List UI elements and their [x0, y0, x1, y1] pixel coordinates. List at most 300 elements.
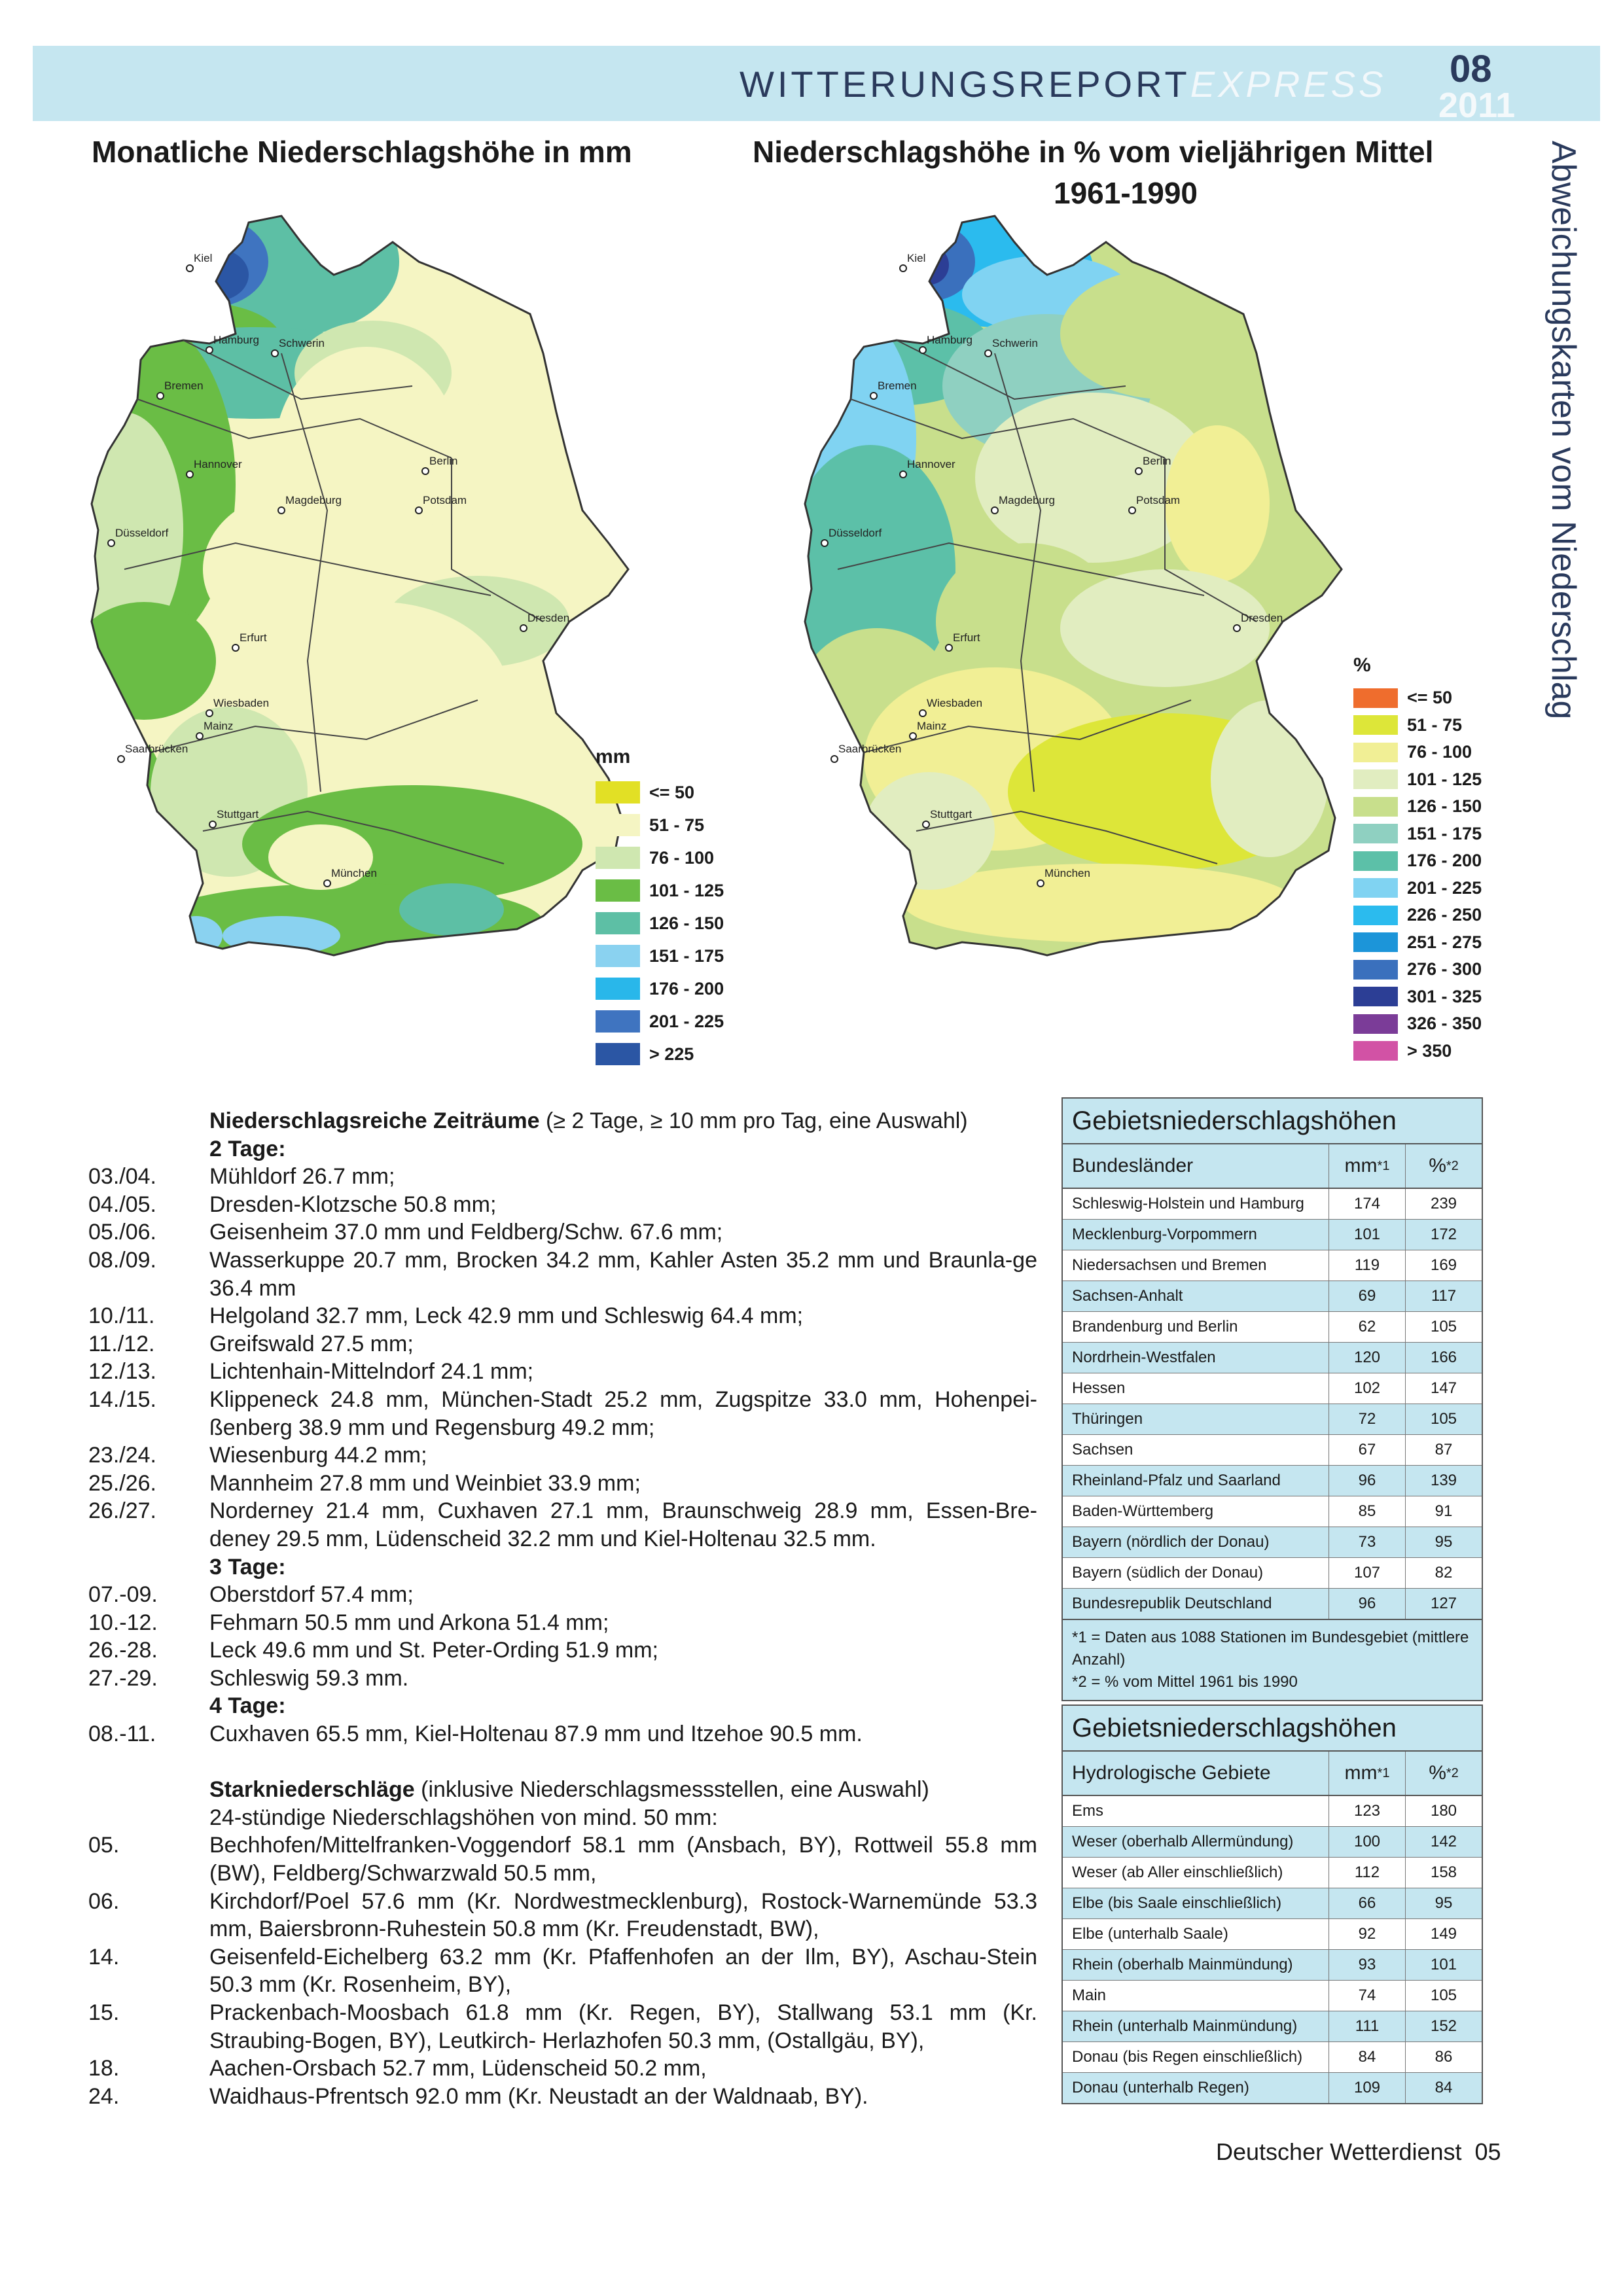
city-marker [278, 507, 285, 514]
precip-area [1165, 425, 1270, 582]
event-entry [88, 1943, 1037, 1999]
cell-percent: 127 [1430, 1595, 1457, 1612]
table-row [1063, 1404, 1482, 1435]
cell-mm: 119 [1329, 1250, 1406, 1280]
city-marker [985, 350, 991, 357]
city-marker [232, 645, 239, 651]
col-name: Bundesländer [1063, 1144, 1329, 1188]
city-marker [157, 393, 164, 399]
legend-label: 76 - 100 [649, 847, 715, 868]
city-marker [991, 507, 998, 514]
cell-name: Niedersachsen und Bremen [1063, 1250, 1329, 1280]
city-label: Dresden [1241, 612, 1283, 624]
cell-percent: 84 [1435, 2079, 1453, 2096]
event-date: 12./13. [88, 1359, 156, 1385]
cell-percent: 142 [1430, 1833, 1457, 1850]
legend-swatch [1353, 824, 1398, 843]
cell-percent: 149 [1430, 1925, 1457, 1943]
legend-swatch [1353, 932, 1398, 952]
cell-name: Baden-Württemberg [1063, 1496, 1329, 1527]
event-entry [88, 1720, 1037, 1748]
city-label: Bremen [878, 380, 917, 392]
table-footnotes [1063, 1619, 1482, 1700]
table-row [1063, 1558, 1482, 1589]
legend-swatch [596, 978, 640, 1000]
legend-label: > 350 [1407, 1040, 1452, 1061]
event-entry [88, 1831, 1037, 1887]
precip-area [1060, 268, 1270, 399]
map-title-right-period: 1961-1990 [1054, 176, 1198, 210]
cell-percent: 152 [1430, 2017, 1457, 2035]
event-text: Klippeneck 24.8 mm, München-Stadt 25.2 mm, Zugspitze 33.0 mm, Hohenpei-ßenberg 38.9 mm und Regensburg 49.2 mm; [209, 1386, 1037, 1440]
cell-mm: 101 [1329, 1220, 1406, 1250]
city-marker [1037, 880, 1044, 887]
group-4-days: 4 Tage: [209, 1693, 286, 1719]
event-date: 24. [88, 2083, 120, 2109]
event-date: 04./05. [88, 1192, 156, 1217]
city-label: Berlin [429, 455, 458, 467]
event-entry [88, 1888, 1037, 1943]
city-marker [919, 347, 926, 353]
city-marker [870, 393, 877, 399]
report-title [740, 63, 1386, 105]
city-marker [831, 756, 838, 762]
event-entry [88, 1497, 1037, 1553]
legend-swatch [596, 1010, 640, 1033]
col-pc: % *2 [1429, 1762, 1459, 1784]
cell-mm: 120 [1329, 1343, 1406, 1373]
event-date: 06. [88, 1888, 120, 1914]
city-marker [923, 821, 929, 828]
cell-name: Elbe (bis Saale einschließlich) [1063, 1888, 1329, 1918]
legend-swatch [1353, 769, 1398, 789]
event-text: Prackenbach-Moosbach 61.8 mm (Kr. Regen, BY), Stallwang 53.1 mm (Kr. Straubing-Bogen, BY), Leutkirch- Herlazhofen 50.3 mm, (Ostallgäu, BY), [209, 2000, 1037, 2053]
city-label: Dresden [527, 612, 570, 624]
cell-percent: 117 [1431, 1287, 1457, 1305]
city-label: Saarbrücken [838, 743, 902, 755]
cell-mm: 92 [1329, 1919, 1406, 1949]
event-text: Wiesenburg 44.2 mm; [209, 1443, 427, 1468]
city-label: Wiesbaden [213, 697, 270, 709]
event-entry [88, 1470, 1037, 1498]
city-label: Saarbrücken [125, 743, 188, 755]
col-name: Hydrologische Gebiete [1063, 1752, 1329, 1795]
event-date: 10./11. [88, 1303, 155, 1329]
table-row [1063, 1796, 1482, 1827]
city-marker [946, 645, 952, 651]
cell-mm: 112 [1329, 1858, 1406, 1888]
event-text: Schleswig 59.3 mm. [209, 1665, 409, 1691]
city-label: Potsdam [423, 494, 467, 506]
table-row [1063, 2073, 1482, 2103]
cell-mm: 100 [1329, 1827, 1406, 1857]
cell-percent: 91 [1435, 1502, 1453, 1520]
table-header [1063, 1144, 1482, 1189]
event-text: Kirchdorf/Poel 57.6 mm (Kr. Nordwestmecklenburg), Rostock-Warnemünde 53.3 mm, Baiersbronn-Ruhestein 50.8 mm (Kr. Freudenstadt, BW), [209, 1888, 1037, 1942]
legend-swatch [1353, 743, 1398, 762]
legend-label: 101 - 125 [1407, 769, 1482, 789]
legend-item [1353, 1010, 1482, 1038]
city-label: Hamburg [927, 334, 972, 346]
event-date: 14./15. [88, 1386, 156, 1412]
event-entry [88, 1163, 1037, 1191]
legend-swatch [1353, 878, 1398, 898]
cell-percent: 95 [1435, 1533, 1453, 1551]
section-subheading [88, 1804, 1037, 1832]
cell-name: Bayern (nördlich der Donau) [1063, 1527, 1329, 1557]
city-marker [416, 507, 422, 514]
legend-label: <= 50 [1407, 688, 1453, 708]
city-label: Mainz [917, 720, 947, 732]
issue-number: 08 [1450, 48, 1492, 90]
legend-swatch [1353, 987, 1398, 1006]
event-entry [88, 1330, 1037, 1358]
table-row [1063, 1343, 1482, 1373]
legend-item [596, 1038, 724, 1070]
cell-mm: 69 [1329, 1281, 1406, 1311]
cell-name: Rheinland-Pfalz und Saarland [1063, 1466, 1329, 1496]
cell-percent: 139 [1430, 1472, 1457, 1489]
legend-item [1353, 766, 1482, 794]
event-date: 26.-28. [88, 1638, 158, 1663]
city-marker [1234, 625, 1240, 631]
cell-percent: 172 [1430, 1226, 1457, 1243]
event-entry [88, 2083, 1037, 2111]
event-text: Fehmarn 50.5 mm und Arkona 51.4 mm; [209, 1610, 609, 1635]
cell-percent: 166 [1430, 1349, 1457, 1366]
table-states [1061, 1097, 1483, 1701]
city-label: Kiel [907, 252, 926, 264]
col-mm: mm *1 [1329, 1144, 1406, 1188]
city-label: Düsseldorf [829, 527, 882, 539]
precip-area [1211, 700, 1329, 857]
event-text: Mannheim 27.8 mm und Weinbiet 33.9 mm; [209, 1470, 641, 1496]
cell-mm: 73 [1329, 1527, 1406, 1557]
cell-mm: 66 [1329, 1888, 1406, 1918]
cell-name: Sachsen-Anhalt [1063, 1281, 1329, 1311]
group-2-days: 2 Tage: [209, 1136, 286, 1161]
city-marker [196, 733, 203, 739]
city-label: Magdeburg [285, 494, 342, 506]
city-marker [910, 733, 916, 739]
legend-mm [596, 746, 724, 1070]
cell-mm: 62 [1329, 1312, 1406, 1342]
legend-item [1353, 902, 1482, 929]
cell-mm: 109 [1329, 2073, 1406, 2103]
table-title: Gebietsniederschlagshöhen [1063, 1099, 1482, 1144]
map-title-left: Monatliche Niederschlagshöhe in mm [92, 135, 632, 169]
legend-unit: % [1353, 654, 1371, 676]
event-entry [88, 1665, 1037, 1693]
event-entry [88, 1302, 1037, 1330]
cell-name: Weser (ab Aller einschließlich) [1063, 1858, 1329, 1888]
event-entry [88, 1999, 1037, 2055]
city-label: Erfurt [953, 631, 980, 644]
event-date: 25./26. [88, 1470, 156, 1496]
legend-swatch [596, 879, 640, 902]
table-row [1063, 1919, 1482, 1950]
city-marker [821, 540, 828, 546]
cell-percent: 147 [1430, 1379, 1457, 1397]
legend-label: 76 - 100 [1407, 742, 1472, 762]
city-marker [272, 350, 278, 357]
cell-mm: 84 [1329, 2042, 1406, 2072]
cell-mm: 96 [1329, 1466, 1406, 1496]
cell-mm: 102 [1329, 1373, 1406, 1404]
cell-name: Ems [1063, 1796, 1329, 1826]
legend-item [1353, 684, 1482, 712]
table-row [1063, 1981, 1482, 2011]
legend-item [596, 1005, 724, 1038]
city-marker [520, 625, 527, 631]
map-title-right: Niederschlagshöhe in % vom vieljährigen Mittel [753, 135, 1434, 169]
legend-label: 126 - 150 [649, 913, 724, 933]
city-label: Hamburg [213, 334, 259, 346]
side-title-wrap [1518, 141, 1590, 769]
city-label: Hannover [907, 458, 955, 470]
event-text: Bechhofen/Mittelfranken-Voggendorf 58.1 mm (Ansbach, BY), Rottweil 55.8 mm (BW), Feldberg/Schwarzwald 50.5 mm, [209, 1833, 1037, 1886]
event-entry [88, 1636, 1037, 1665]
city-label: Hannover [194, 458, 242, 470]
event-entry [88, 2055, 1037, 2083]
precip-area [910, 245, 949, 285]
cell-percent: 86 [1435, 2048, 1453, 2066]
event-entry [88, 1609, 1037, 1637]
event-text: Dresden-Klotzsche 50.8 mm; [209, 1192, 497, 1217]
event-text: Geisenheim 37.0 mm und Feldberg/Schw. 67.6 mm; [209, 1220, 723, 1245]
event-date: 18. [88, 2056, 120, 2081]
city-marker [1129, 507, 1135, 514]
cell-mm: 93 [1329, 1950, 1406, 1980]
heavy-sub: 24-stündige Niederschlagshöhen von mind. 50 mm: [209, 1805, 718, 1830]
precip-area [399, 883, 504, 936]
precip-area [883, 222, 975, 301]
city-label: Potsdam [1136, 494, 1181, 506]
legend-label: 251 - 275 [1407, 932, 1482, 952]
cell-name: Nordrhein-Westfalen [1063, 1343, 1329, 1373]
table-row [1063, 1527, 1482, 1558]
legend-swatch [596, 781, 640, 804]
precipitation-map-mm [85, 203, 674, 1073]
cell-name: Donau (unterhalb Regen) [1063, 2073, 1329, 2103]
event-text: Geisenfeld-Eichelberg 63.2 mm (Kr. Pfaffenhofen an der Ilm, BY), Aschau-Stein 50.3 mm (Kr. Rosenheim, BY), [209, 1944, 1037, 1998]
city-marker [118, 756, 124, 762]
legend-item [1353, 847, 1482, 875]
legend-swatch [1353, 1014, 1398, 1034]
cell-mm: 85 [1329, 1496, 1406, 1527]
event-date: 15. [88, 2000, 120, 2025]
cell-percent: 105 [1430, 1410, 1457, 1428]
city-label: Wiesbaden [927, 697, 983, 709]
precip-area [170, 916, 223, 955]
event-text: Waidhaus-Pfrentsch 92.0 mm (Kr. Neustadt an der Waldnaab, BY). [209, 2083, 868, 2109]
report-title-express: EXPRESS [1190, 63, 1387, 105]
table-row [1063, 1250, 1482, 1281]
cell-name: Schleswig-Holstein und Hamburg [1063, 1189, 1329, 1219]
event-date: 08./09. [88, 1247, 156, 1273]
table-row [1063, 1466, 1482, 1496]
precip-area [864, 772, 995, 890]
cell-mm: 72 [1329, 1404, 1406, 1434]
cell-percent: 101 [1430, 1956, 1457, 1973]
legend-swatch [596, 945, 640, 967]
event-text: Lichtenhain-Mittelndorf 24.1 mm; [209, 1359, 534, 1385]
legend-item [596, 972, 724, 1005]
group-3-days: 3 Tage: [209, 1554, 286, 1580]
cell-name: Hessen [1063, 1373, 1329, 1404]
legend-item [596, 776, 724, 809]
legend-label: 176 - 200 [1407, 851, 1482, 871]
legend-swatch [1353, 851, 1398, 871]
cell-name: Rhein (oberhalb Mainmündung) [1063, 1950, 1329, 1980]
event-text: Mühldorf 26.7 mm; [209, 1164, 395, 1190]
section-heading-heavy [88, 1776, 1037, 1804]
table-row [1063, 1220, 1482, 1250]
legend-swatch [1353, 715, 1398, 735]
event-date: 26./27. [88, 1498, 156, 1524]
cell-percent: 105 [1430, 1987, 1457, 2004]
cell-name: Bayern (südlich der Donau) [1063, 1558, 1329, 1588]
issue-year: 2011 [1438, 86, 1516, 125]
legend-swatch [1353, 797, 1398, 817]
event-text: Aachen-Orsbach 52.7 mm, Lüdenscheid 50.2 mm, [209, 2056, 707, 2081]
legend-label: 276 - 300 [1407, 959, 1482, 980]
city-label: Magdeburg [999, 494, 1056, 506]
event-date: 03./04. [88, 1164, 156, 1190]
legend-item [1353, 983, 1482, 1011]
event-date: 08.-11. [88, 1722, 156, 1747]
table-row [1063, 1827, 1482, 1858]
city-marker [919, 710, 926, 716]
table-header [1063, 1752, 1482, 1796]
legend-swatch [596, 847, 640, 869]
col-mm: mm *1 [1329, 1752, 1406, 1795]
legend-item [596, 841, 724, 874]
cell-percent: 87 [1435, 1441, 1453, 1458]
city-marker [206, 710, 213, 716]
table-row [1063, 2011, 1482, 2042]
event-text: Helgoland 32.7 mm, Leck 42.9 mm und Schleswig 64.4 mm; [209, 1303, 804, 1329]
table-row [1063, 1435, 1482, 1466]
cell-percent: 105 [1430, 1318, 1457, 1335]
city-marker [209, 821, 216, 828]
cell-name: Brandenburg und Berlin [1063, 1312, 1329, 1342]
table-row [1063, 1281, 1482, 1312]
city-marker [900, 265, 906, 272]
cell-mm: 67 [1329, 1435, 1406, 1465]
report-title-main: WITTERUNGSREPORT [740, 63, 1190, 105]
table-row [1063, 1950, 1482, 1981]
precip-area [458, 386, 563, 569]
table-row [1063, 1589, 1482, 1619]
city-label: Schwerin [992, 337, 1038, 349]
cell-name: Elbe (unterhalb Saale) [1063, 1919, 1329, 1949]
event-text: Leck 49.6 mm und St. Peter-Ording 51.9 mm; [209, 1638, 658, 1663]
legend-label: <= 50 [649, 782, 695, 802]
legend-label: 151 - 175 [649, 945, 724, 966]
table-title: Gebietsniederschlagshöhen [1063, 1706, 1482, 1752]
city-label: Stuttgart [930, 808, 972, 821]
footnote-1: *1 = Daten aus 1088 Stationen im Bundesgebiet (mittlere Anzahl) [1072, 1629, 1469, 1669]
legend-swatch [596, 814, 640, 836]
legend-label: > 225 [649, 1044, 694, 1064]
event-date: 23./24. [88, 1443, 156, 1468]
cell-name: Weser (oberhalb Allermündung) [1063, 1827, 1329, 1857]
footer-text: Deutscher Wetterdienst 05 [1216, 2138, 1501, 2165]
legend-label: 126 - 150 [1407, 796, 1482, 817]
table-row [1063, 1189, 1482, 1220]
legend-unit: mm [596, 746, 631, 768]
legend-label: 51 - 75 [649, 815, 705, 835]
precip-area [268, 824, 373, 890]
cell-name: Thüringen [1063, 1404, 1329, 1434]
city-marker [187, 471, 193, 478]
heading-bold: Niederschlagsreiche Zeiträume [209, 1108, 540, 1133]
cell-name: Bundesrepublik Deutschland [1063, 1589, 1329, 1619]
cell-percent: 169 [1430, 1256, 1457, 1274]
legend-label: 326 - 350 [1407, 1014, 1482, 1034]
event-date: 10.-12. [88, 1610, 158, 1635]
cell-percent: 158 [1430, 1863, 1457, 1881]
legend-swatch [1353, 1041, 1398, 1061]
legend-swatch [1353, 906, 1398, 925]
legend-item [1353, 793, 1482, 821]
cell-percent: 180 [1430, 1802, 1457, 1820]
cell-percent: 239 [1430, 1195, 1457, 1212]
event-text: Oberstdorf 57.4 mm; [209, 1582, 414, 1608]
cell-name: Mecklenburg-Vorpommern [1063, 1220, 1329, 1250]
event-date: 05. [88, 1833, 120, 1858]
legend-label: 201 - 225 [649, 1011, 724, 1031]
city-marker [206, 347, 213, 353]
event-date: 27.-29. [88, 1665, 158, 1691]
event-date: 14. [88, 1944, 120, 1969]
city-label: Düsseldorf [115, 527, 169, 539]
cell-name: Sachsen [1063, 1435, 1329, 1465]
event-entry [88, 1358, 1037, 1386]
city-label: Mainz [204, 720, 234, 732]
event-date: 11./12. [88, 1331, 155, 1356]
city-marker [422, 468, 429, 474]
map-fill [798, 203, 1387, 1053]
city-label: Berlin [1143, 455, 1171, 467]
event-entry [88, 1246, 1037, 1302]
event-text: Greifswald 27.5 mm; [209, 1331, 414, 1356]
cell-name: Rhein (unterhalb Mainmündung) [1063, 2011, 1329, 2041]
event-entry [88, 1441, 1037, 1470]
cell-percent: 95 [1435, 1894, 1453, 1912]
table-row [1063, 1858, 1482, 1888]
city-marker [187, 265, 193, 272]
cell-name: Donau (bis Regen einschließlich) [1063, 2042, 1329, 2072]
cell-mm: 174 [1329, 1189, 1406, 1219]
col-pc: % *2 [1429, 1155, 1459, 1176]
legend-item [1353, 1038, 1482, 1065]
event-date: 05./06. [88, 1220, 156, 1245]
cell-mm: 107 [1329, 1558, 1406, 1588]
city-label: Kiel [194, 252, 213, 264]
legend-item [1353, 875, 1482, 902]
legend-label: 176 - 200 [649, 978, 724, 998]
legend-swatch [596, 1043, 640, 1065]
legend-item [1353, 821, 1482, 848]
city-label: München [1044, 867, 1090, 879]
table-row [1063, 1496, 1482, 1527]
table-row [1063, 1312, 1482, 1343]
event-text: Cuxhaven 65.5 mm, Kiel-Holtenau 87.9 mm und Itzehoe 90.5 mm. [209, 1722, 863, 1747]
section-heading-rich-periods [88, 1107, 1037, 1135]
city-label: München [331, 867, 377, 879]
